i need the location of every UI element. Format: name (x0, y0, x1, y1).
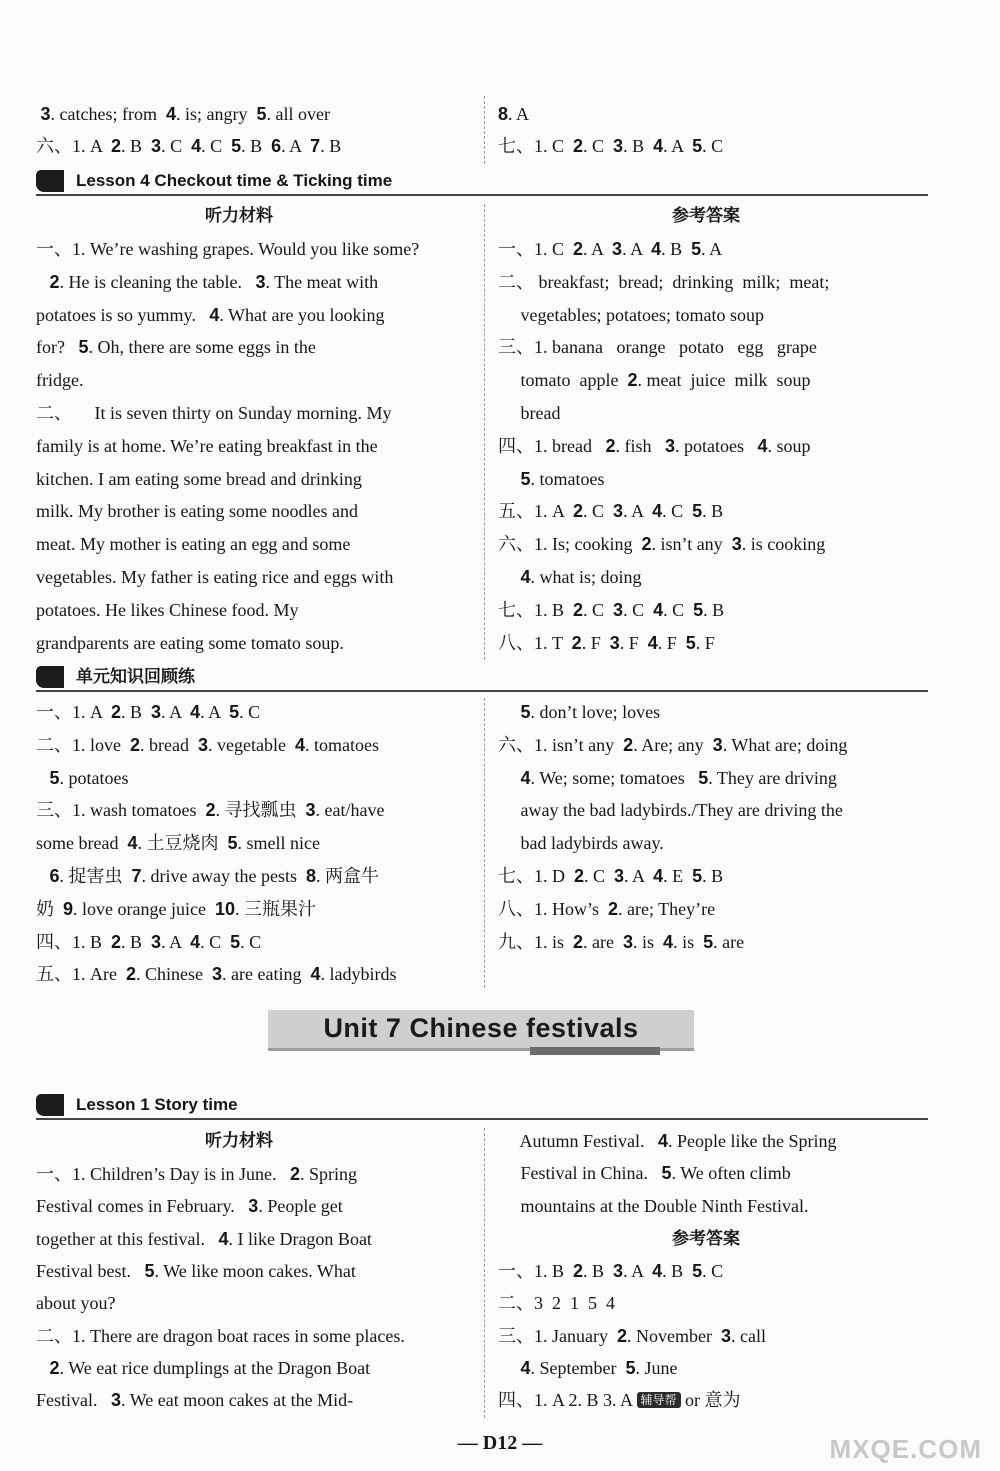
text-line: Festival in China. 5. We often climb (498, 1163, 791, 1184)
text-line: some bread 4. 土豆烧肉 5. smell nice (36, 833, 320, 854)
lesson1-header (36, 1090, 928, 1120)
text-line: 二、1. There are dragon boat races in some places. (36, 1325, 405, 1346)
text-line: 九、1. is 2. are 3. is 4. is 5. are (498, 931, 745, 952)
text-line: 2. We eat rice dumplings at the Dragon Boat (49, 1357, 371, 1378)
text-line: tomato apple 2. meat juice milk soup (498, 370, 811, 391)
text-line: 一、1. C 2. A 3. A 4. B 5. A (498, 239, 723, 259)
text-line: away the bad ladybirds./They are driving the (498, 800, 843, 821)
text-line: 2. He is cleaning the table. 3. The meat with (49, 271, 379, 292)
text-line: 6. 捉害虫 7. drive away the pests 8. 两盒牛 (49, 866, 379, 886)
text-line: 八、1. T 2. F 3. F 4. F 5. F (498, 632, 715, 653)
text-line: Festival. 3. We eat moon cakes at the Mid- (36, 1390, 354, 1411)
last-answer-tail: or 意为 (685, 1390, 741, 1410)
review-header (36, 662, 928, 692)
text-line: 二、 breakfast; bread; drinking milk; meat; (498, 271, 830, 292)
text-line: 五、1. A 2. C 3. A 4. C 5. B (498, 501, 724, 522)
text-line: for? 5. Oh, there are some eggs in the (36, 337, 316, 358)
text-line: bad ladybirds away. (498, 833, 664, 854)
text-line: bread (498, 403, 561, 423)
text-line: 三、1. January 2. November 3. call (498, 1325, 766, 1346)
page-number: — D12 — (457, 1432, 543, 1454)
lesson1-title: Lesson 1 Story time (76, 1095, 238, 1114)
text-line: 三、1. banana orange potato egg grape (498, 337, 817, 358)
text-line: 三、1. wash tomatoes 2. 寻找瓢虫 3. eat/have (36, 800, 385, 821)
text-line: 二、1. love 2. bread 3. vegetable 4. tomatoes (36, 734, 379, 755)
watermark-logo: MXQE.COM (829, 1434, 982, 1464)
text-line: 七、1. B 2. C 3. C 4. C 5. B (498, 599, 725, 620)
text-line: 二、 It is seven thirty on Sunday morning. My (36, 403, 392, 423)
column-divider (484, 96, 485, 164)
text-line: mountains at the Double Ninth Festival. (498, 1195, 809, 1216)
text-line: meat. My mother is eating an egg and some (36, 534, 351, 555)
column-divider (484, 698, 485, 988)
lesson4-right-heading: 参考答案 (672, 206, 740, 226)
text-line: grandparents are eating some tomato soup. (36, 632, 344, 653)
text-line: 一、1. B 2. B 3. A 4. B 5. C (498, 1261, 724, 1281)
lesson4-left-heading: 听力材料 (205, 206, 273, 226)
text-line: 六、1. Is; cooking 2. isn’t any 3. is cooking (498, 534, 826, 555)
text-line: Festival comes in February. 3. People get (36, 1196, 343, 1217)
section-tab-icon (36, 666, 64, 688)
text-line: 4. We; some; tomatoes 5. They are driving (520, 767, 837, 788)
text-line: family is at home. We’re eating breakfast in the (36, 435, 378, 456)
text-line: 一、1. Children’s Day is in June. 2. Spring (36, 1164, 358, 1184)
text-line: 七、1. D 2. C 3. A 4. E 5. B (498, 866, 724, 886)
lesson1-left-heading: 听力材料 (205, 1131, 273, 1151)
text-line: potatoes is so yummy. 4. What are you looking (36, 304, 385, 325)
unit7-banner (268, 1010, 694, 1048)
text-line: 一、1. A 2. B 3. A 4. A 5. C (36, 702, 261, 722)
section-tab-icon (36, 170, 64, 192)
text-line: fridge. (36, 370, 84, 391)
text-line: 3. catches; from 4. is; angry 5. all over (40, 104, 330, 124)
column-divider (484, 1128, 485, 1418)
text-line: together at this festival. 4. I like Dragon Boat (36, 1228, 372, 1249)
last-answer-line (498, 1389, 741, 1411)
review-title: 单元知识回顾练 (76, 667, 195, 687)
column-divider (484, 204, 485, 660)
helper-badge: 辅导帮 (637, 1392, 681, 1408)
text-line: 5. don’t love; loves (520, 702, 661, 722)
text-line: 七、1. C 2. C 3. B 4. A 5. C (498, 136, 724, 156)
text-line: 四、1. B 2. B 3. A 4. C 5. C (36, 931, 262, 952)
text-line: 六、1. A 2. B 3. C 4. C 5. B 6. A 7. B (36, 136, 342, 156)
lesson4-title: Lesson 4 Checkout time & Ticking time (76, 171, 393, 190)
text-line: milk. My brother is eating some noodles and (36, 501, 358, 522)
unit7-title: Unit 7 Chinese festivals (323, 1013, 639, 1043)
text-line: 5. tomatoes (520, 468, 605, 489)
text-line: potatoes. He likes Chinese food. My (36, 599, 299, 620)
text-line: 奶 9. love orange juice 10. 三瓶果汁 (36, 898, 316, 919)
text-line: vegetables. My father is eating rice and eggs with (36, 567, 394, 587)
text-line: 8. A (498, 104, 530, 124)
text-line: 四、1. bread 2. fish 3. potatoes 4. soup (498, 435, 811, 456)
lesson4-header (36, 166, 928, 196)
text-line: Autumn Festival. 4. People like the Spring (498, 1131, 837, 1151)
text-line: 5. potatoes (49, 767, 129, 788)
text-line: 二、3 2 1 5 4 (498, 1293, 615, 1314)
text-line: vegetables; potatoes; tomato soup (498, 304, 764, 325)
section-tab-icon (36, 1094, 64, 1116)
text-line: 六、1. isn’t any 2. Are; any 3. What are; doing (498, 734, 848, 755)
last-answer-text: 四、1. A 2. B 3. A (498, 1390, 633, 1410)
lesson1-right-heading: 参考答案 (672, 1229, 740, 1249)
text-line: 五、1. Are 2. Chinese 3. are eating 4. ladybirds (36, 964, 397, 985)
text-line: 4. what is; doing (520, 567, 642, 587)
text-line: 一、1. We’re washing grapes. Would you like some? (36, 239, 420, 259)
text-line: Festival best. 5. We like moon cakes. What (36, 1260, 356, 1281)
text-line: about you? (36, 1293, 116, 1314)
text-line: kitchen. I am eating some bread and drinking (36, 468, 362, 489)
text-line: 八、1. How’s 2. are; They’re (498, 898, 716, 919)
text-line: 4. September 5. June (520, 1357, 678, 1378)
